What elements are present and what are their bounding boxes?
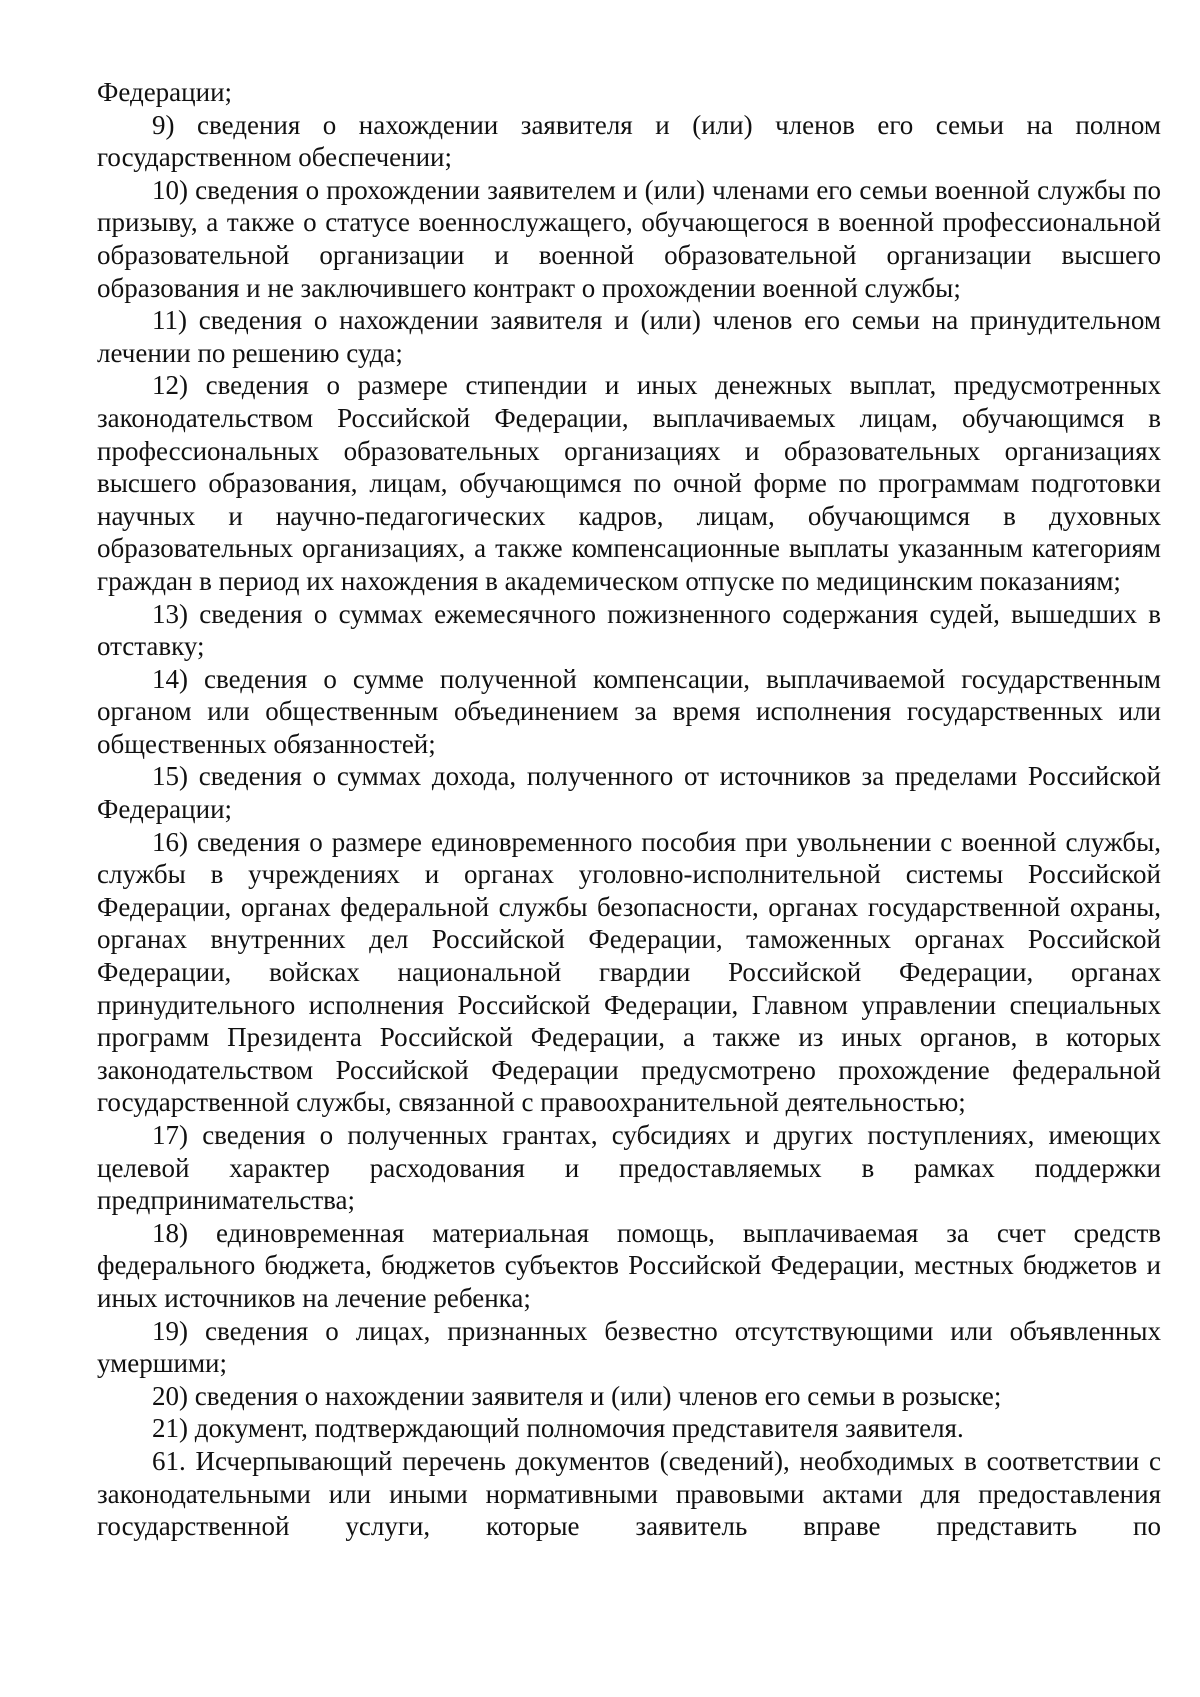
paragraph-continuation: Федерации; <box>97 77 233 107</box>
list-item-14: 14) сведения о сумме полученной компенсации, выплачиваемой государственным органом или общественным объединением за время исполнения государственных или общественных обязанностей; <box>97 663 1161 759</box>
section-61-paragraph: 61. Исчерпывающий перечень документов (сведений), необходимых в соответствии с законодательными или иными нормативными правовыми актами для предоставления государственной услуги, которые заявитель вправе представить по <box>97 1445 1161 1542</box>
list-item-17: 17) сведения о полученных грантах, субсидиях и других поступлениях, имеющих целевой характер расходования и предоставляемых в рамках поддержки предпринимательства; <box>97 1120 1161 1216</box>
list-item-15: 15) сведения о суммах дохода, полученного от источников за пределами Российской Федерации; <box>97 761 1161 825</box>
list-item-18: 18) единовременная материальная помощь, выплачиваемая за счет средств федерального бюджета, бюджетов субъектов Российской Федерации, местных бюджетов и иных источников на лечение ребенка; <box>97 1217 1161 1313</box>
list-item-16: 16) сведения о размере единовременного пособия при увольнении с военной службы, службы в учреждениях и органах уголовно-исполнительной системы Российской Федерации, органах федеральной службы безопасности, органах государственной охраны, органах внутренних дел Российской Федерации, таможенных органах Российской Федерации, войсках национальной гвардии Российской Федерации, органах принудительного исполнения Российской Федерации, Главном управлении специальных программ Президента Российской Федерации, а также из иных органов, в которых законодательством Российской Федерации предусмотрено прохождение федеральной государственной службы, связанной с правоохранительной деятельностью; <box>97 826 1161 1118</box>
list-item-9: 9) сведения о нахождении заявителя и (или) членов его семьи на полном государственном обеспечении; <box>97 109 1161 173</box>
list-item-10: 10) сведения о прохождении заявителем и (или) членами его семьи военной службы по призыву, а также о статусе военнослужащего, обучающегося в военной профессиональной образовательной организации и военной образовательной организации высшего образования и не заключившего контракт о прохождении военной службы; <box>97 174 1161 303</box>
list-item-11: 11) сведения о нахождении заявителя и (или) членов его семьи на принудительном лечении по решению суда; <box>97 305 1161 368</box>
list-item-21: 21) документ, подтверждающий полномочия представителя заявителя. <box>152 1413 964 1444</box>
list-item-12: 12) сведения о размере стипендии и иных денежных выплат, предусмотренных законодательством Российской Федерации, выплачиваемых лицам, обучающимся в профессиональных образовательных организациях и образовательных организациях высшего образования, лицам, обучающимся по очной форме по программам подготовки научных и научно-педагогических кадров, лицам, обучающимся в духовных образовательных организациях, а также компенсационные выплаты указанным категориям граждан в период их нахождения в академическом отпуске по медицинским показаниям; <box>97 370 1161 596</box>
list-item-20: 20) сведения о нахождении заявителя и (или) членов его семьи в розыске; <box>152 1380 1002 1411</box>
list-item-19: 19) сведения о лицах, признанных безвестно отсутствующими или объявленных умершими; <box>97 1315 1161 1379</box>
document-body <box>97 76 1161 1543</box>
list-item-13: 13) сведения о суммах ежемесячного пожизненного содержания судей, вышедших в отставку; <box>97 598 1161 662</box>
